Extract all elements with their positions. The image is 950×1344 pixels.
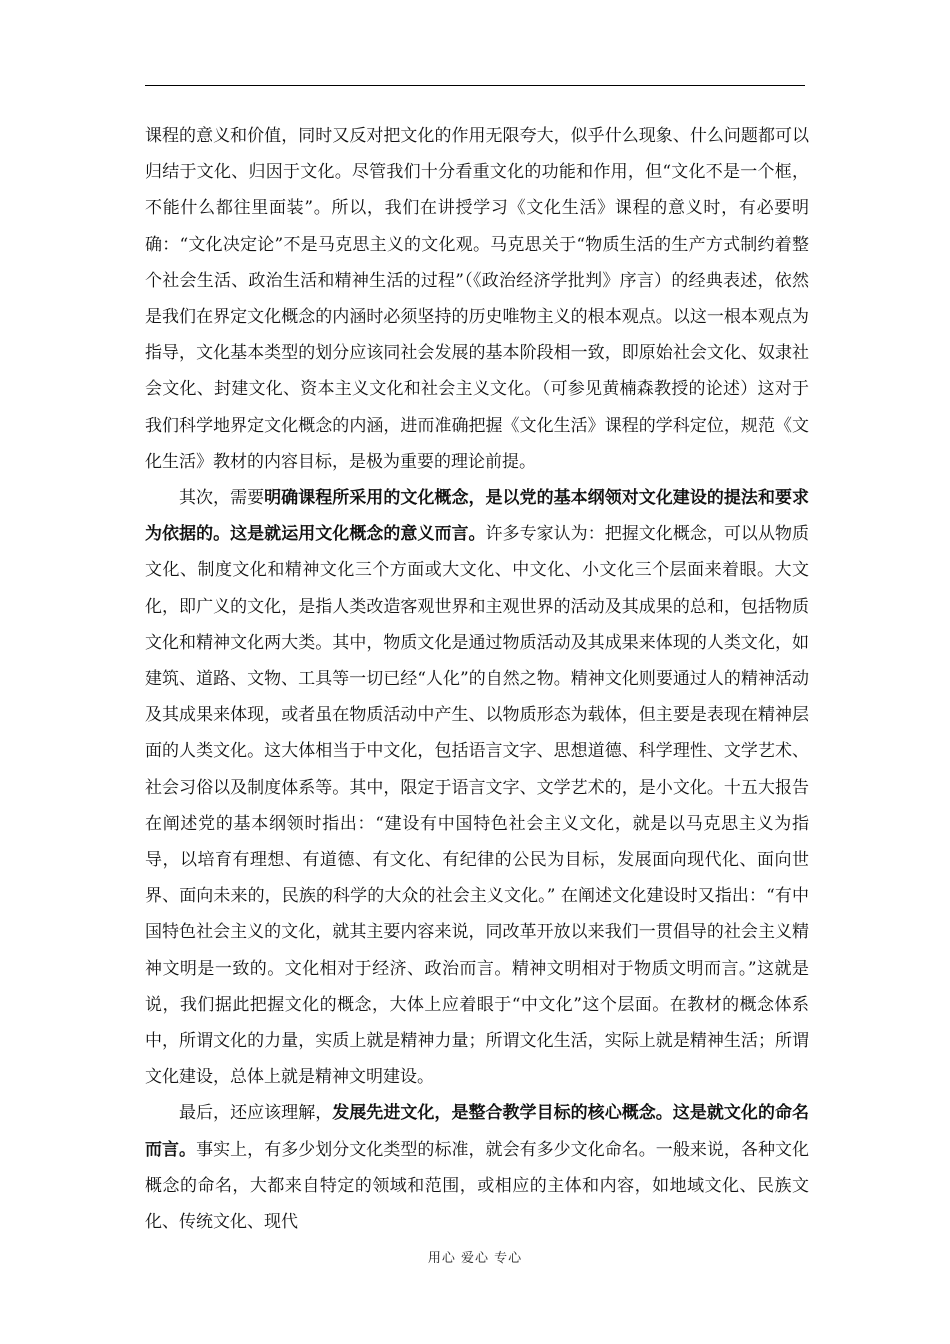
paragraph-2-lead: 其次，需要	[179, 488, 265, 509]
paragraph-1	[145, 118, 809, 480]
header-rule	[145, 85, 805, 86]
paragraph-2	[145, 480, 809, 1095]
paragraph-2-body: 许多专家认为：把握文化概念，可以从物质文化、制度文化和精神文化三个方面或大文化、中文化、小文化三个层面来着眼。大文化，即广义的文化，是指人类改造客观世界和主观世界的活动及其成果的总和，包括物质文化和精神文化两大类。其中，物质文化是通过物质活动及其成果来体现的人类文化，如建筑、道路、文物、工具等一切已经“人化”的自然之物。精神文化则要通过人的精神活动及其成果来体现，或者虽在物质活动中产生、以物质形态为载体，但主要是表现在精神层面的人类文化。这大体相当于中文化，包括语言文字、思想道德、科学理性、文学艺术、社会习俗以及制度体系等。其中，限定于语言文字、文学艺术的，是小文化。十五大报告在阐述党的基本纲领时指出：“建设有中国特色社会主义文化，就是以马克思主义为指导，以培育有理想、有道德、有文化、有纪律的公民为目标，发展面向现代化、面向世界、面向未来的，民族的科学的大众的社会主义文化。” 在阐述文化建设时又指出：“有中国特色社会主义的文化，就其主要内容来说，同改革开放以来我们一贯倡导的社会主义精神文明是一致的。文化相对于经济、政治而言。精神文明相对于物质文明而言。”这就是说，我们据此把握文化的概念，大体上应着眼于“中文化”这个层面。在教材的概念体系中，所谓文化的力量，实质上就是精神力量；所谓文化生活，实际上就是精神生活；所谓文化建设，总体上就是精神文明建设。	[145, 524, 810, 1088]
document-body	[145, 118, 809, 1240]
paragraph-3	[145, 1095, 809, 1240]
page-footer: 用心 爱心 专心	[427, 1251, 523, 1266]
paragraph-3-body: 事实上，有多少划分文化类型的标准，就会有多少文化命名。一般来说，各种文化概念的命名，大都来自特定的领域和范围，或相应的主体和内容，如地域文化、民族文化、传统文化、现代	[145, 1139, 810, 1233]
paragraph-2-bold-claim: 明确课程所采用的文化概念，是以党的基本纲领对文化建设的提法和要求为依据的。这是就运用文化概念的意义而言。	[145, 488, 810, 545]
paragraph-3-lead: 最后，还应该理解，	[179, 1103, 333, 1124]
paragraph-1-text: 课程的意义和价值，同时又反对把文化的作用无限夸大，似乎什么现象、什么问题都可以归结于文化、归因于文化。尽管我们十分看重文化的功能和作用，但“文化不是一个框，不能什么都往里面装”。所以，我们在讲授学习《文化生活》课程的意义时，有必要明确：“文化决定论”不是马克思主义的文化观。马克思关于“物质生活的生产方式制约着整个社会生活、政治生活和精神生活的过程”（《政治经济学批判》序言）的经典表述，依然是我们在界定文化概念的内涵时必须坚持的历史唯物主义的根本观点。以这一根本观点为指导，文化基本类型的划分应该同社会发展的基本阶段相一致，即原始社会文化、奴隶社会文化、封建文化、资本主义文化和社会主义文化。（可参见黄楠森教授的论述）这对于我们科学地界定文化概念的内涵，进而准确把握《文化生活》课程的学科定位，规范《文化生活》教材的内容目标，是极为重要的理论前提。	[145, 126, 809, 472]
paragraph-3-bold-claim: 发展先进文化，是整合教学目标的核心概念。这是就文化的命名而言。	[145, 1103, 809, 1160]
